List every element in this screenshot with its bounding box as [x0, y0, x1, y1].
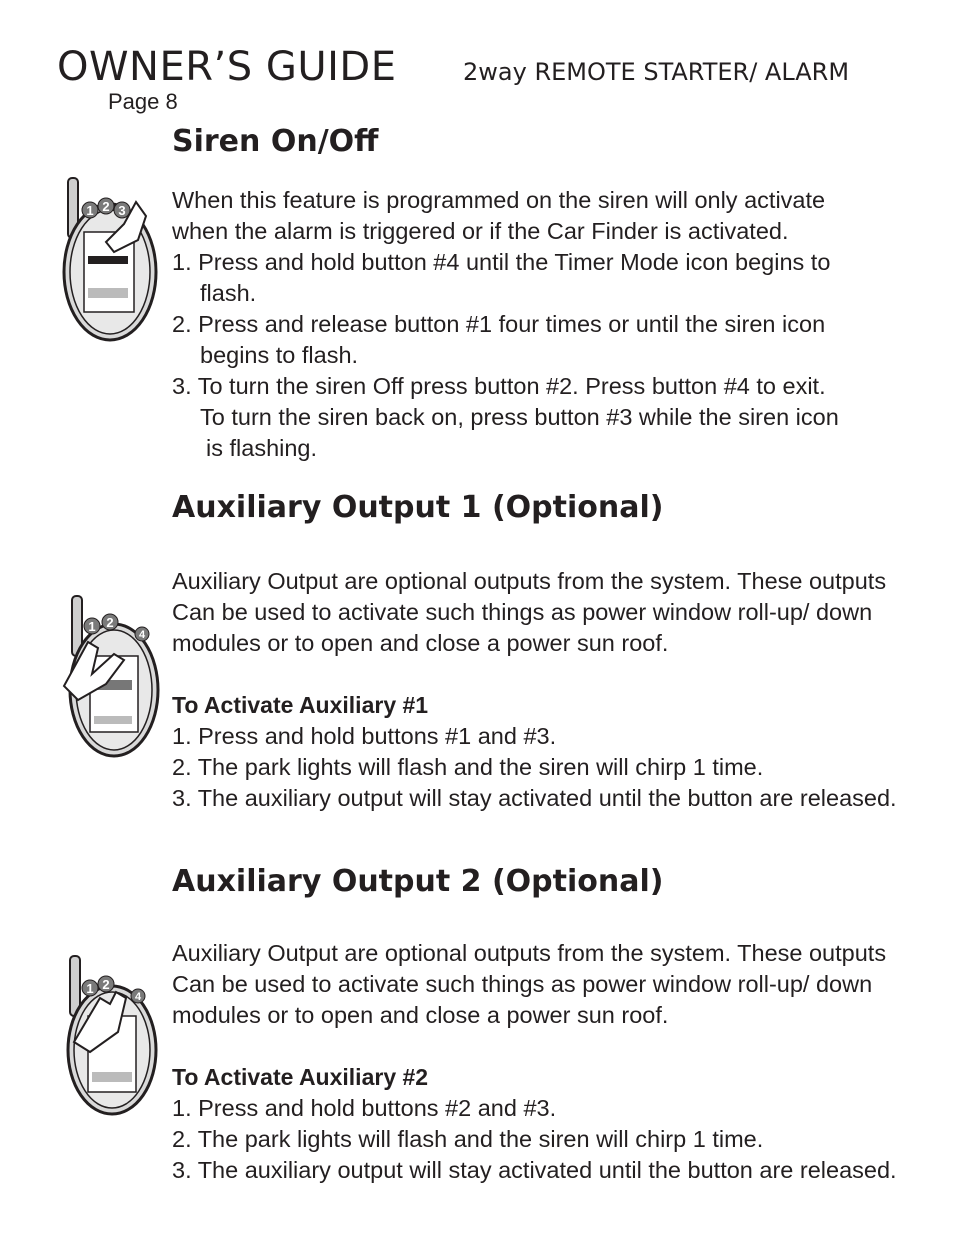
remote-siren-illustration	[58, 172, 162, 342]
remote-button-label-3: 3	[118, 203, 126, 218]
aux1-intro: Auxiliary Output are optional outputs from the system. These outputs Can be used to activate such things as power window roll-up/ down modules or to open and close a power sun roof.	[172, 568, 887, 656]
remote-aux1-illustration	[58, 590, 162, 760]
remote-button-label-4: 4	[134, 991, 142, 1003]
aux1-steps: 1. Press and hold buttons #1 and #3. 2. The park lights will flash and the siren will chirp 1 time. 3. The auxiliary output will stay activated until the button are released.	[172, 723, 897, 811]
aux2-steps: 1. Press and hold buttons #2 and #3. 2. The park lights will flash and the siren will chirp 1 time. 3. The auxiliary output will stay activated until the button are released.	[172, 1095, 897, 1183]
aux2-intro: Auxiliary Output are optional outputs from the system. These outputs Can be used to activate such things as power window roll-up/ down modules or to open and close a power sun roof.	[172, 940, 887, 1028]
aux2-heading: Auxiliary Output 2 (Optional)	[172, 864, 664, 899]
remote-button-label-2: 2	[102, 199, 110, 214]
aux1-heading: Auxiliary Output 1 (Optional)	[172, 490, 664, 525]
guide-title: OWNER’S GUIDE	[57, 44, 397, 90]
remote-button-label-1: 1	[86, 981, 94, 996]
aux1-subheading: To Activate Auxiliary #1	[172, 692, 429, 718]
remote-button-label-2: 2	[102, 977, 110, 992]
remote-button-label-2: 2	[106, 615, 114, 630]
siren-heading: Siren On/Off	[172, 124, 379, 159]
aux2-subheading: To Activate Auxiliary #2	[172, 1064, 429, 1090]
remote-aux2-illustration	[60, 952, 160, 1118]
guide-subtitle: 2way REMOTE STARTER/ ALARM	[463, 58, 850, 86]
remote-button-label-1: 1	[86, 203, 94, 218]
remote-button-label-1: 1	[88, 619, 96, 634]
siren-intro: When this feature is programmed on the siren will only activate when the alarm is triggered or if the Car Finder is activated. 1. Press and hold button #4 until the Timer Mode icon begins to flash. 2. Press and release button #1 four times or until the siren icon begins to flash. 3. To turn the siren Off press button #2. Press button #4 to exit. To turn the siren back on, press button #3 while the siren icon is flashing.	[172, 187, 839, 461]
page-number: Page 8	[108, 89, 178, 114]
remote-button-label-4: 4	[138, 629, 146, 641]
